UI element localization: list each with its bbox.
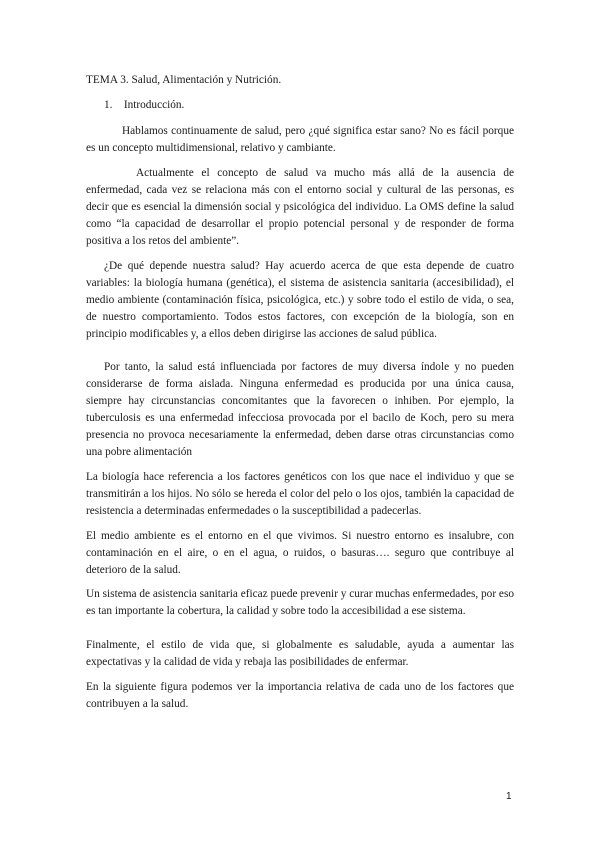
paragraph-biology: La biología hace referencia a los factores genéticos con los que nace el individuo y que se transmitirán a los hijos. No sólo se hereda el color del pelo o los ojos, también la capacidad de resistencia a determinadas enfermedades o la susceptibilidad a padecerlas.: [86, 471, 514, 517]
paragraph-environment: El medio ambiente es el entorno en el que vivimos. Si nuestro entorno es insalubre, con contaminación en el aire, o en el agua, o ruidos, o basuras…. seguro que contribuye al deterioro de la salud.: [86, 530, 514, 576]
paragraph-health-concept: Actualmente el concepto de salud va mucho más allá de la ausencia de enfermedad, cada vez se relaciona más con el entorno social y cultural de las personas, es decir que es esencial la dimensión social y psicológica del individuo. La OMS define la salud como “la capacidad de desarrollar el propio potencial personal y de responder de forma positiva a los retos del ambiente”.: [86, 167, 514, 247]
paragraph-lifestyle: Finalmente, el estilo de vida que, si globalmente es saludable, ayuda a aumentar las expectativas y la calidad de vida y rebaja las posibilidades de enfermar.: [86, 639, 514, 668]
page-number: 1: [506, 791, 512, 802]
paragraph-multiple-factors: Por tanto, la salud está influenciada por factores de muy diversa índole y no pueden considerarse de forma aislada. Ninguna enfermedad es producida por una única causa, siempre hay circunstancias concomitantes que la favorecen o inhiben. Por ejemplo, la tuberculosis es una enfermedad infecciosa provocada por el bacilo de Koch, pero su mera presencia no provoca necesariamente la enfermedad, deben darse otras circunstancias como una pobre alimentación: [86, 361, 514, 458]
section-heading: [104, 97, 532, 114]
paragraph-health-system: Un sistema de asistencia sanitaria eficaz puede prevenir y curar muchas enfermedades, por eso es tan importante la cobertura, la calidad y sobre todo la accesibilidad a ese sistema.: [86, 588, 514, 617]
section-title: Introducción.: [123, 99, 185, 111]
paragraph-health-variables: ¿De qué depende nuestra salud? Hay acuerdo acerca de que esta depende de cuatro variables: la biología humana (genética), el sistema de asistencia sanitaria (accesibilidad), el medio ambiente (contaminación física, psicológica, etc.) y sobre todo el estilo de vida, o sea, de nuestro comportamiento. Todos estos factores, con excepción de la biología, son en principio modificables y, a ellos deben dirigirse las acciones de salud pública.: [86, 260, 514, 340]
section-number: 1.: [104, 99, 113, 111]
paragraph-figure-reference: En la siguiente figura podemos ver la importancia relativa de cada uno de los factores que contribuyen a la salud.: [86, 681, 514, 710]
paragraph-intro: Hablamos continuamente de salud, pero ¿qué significa estar sano? No es fácil porque es un concepto multidimensional, relativo y cambiante.: [86, 125, 514, 154]
document-title: TEMA 3. Salud, Alimentación y Nutrición.: [86, 74, 282, 86]
